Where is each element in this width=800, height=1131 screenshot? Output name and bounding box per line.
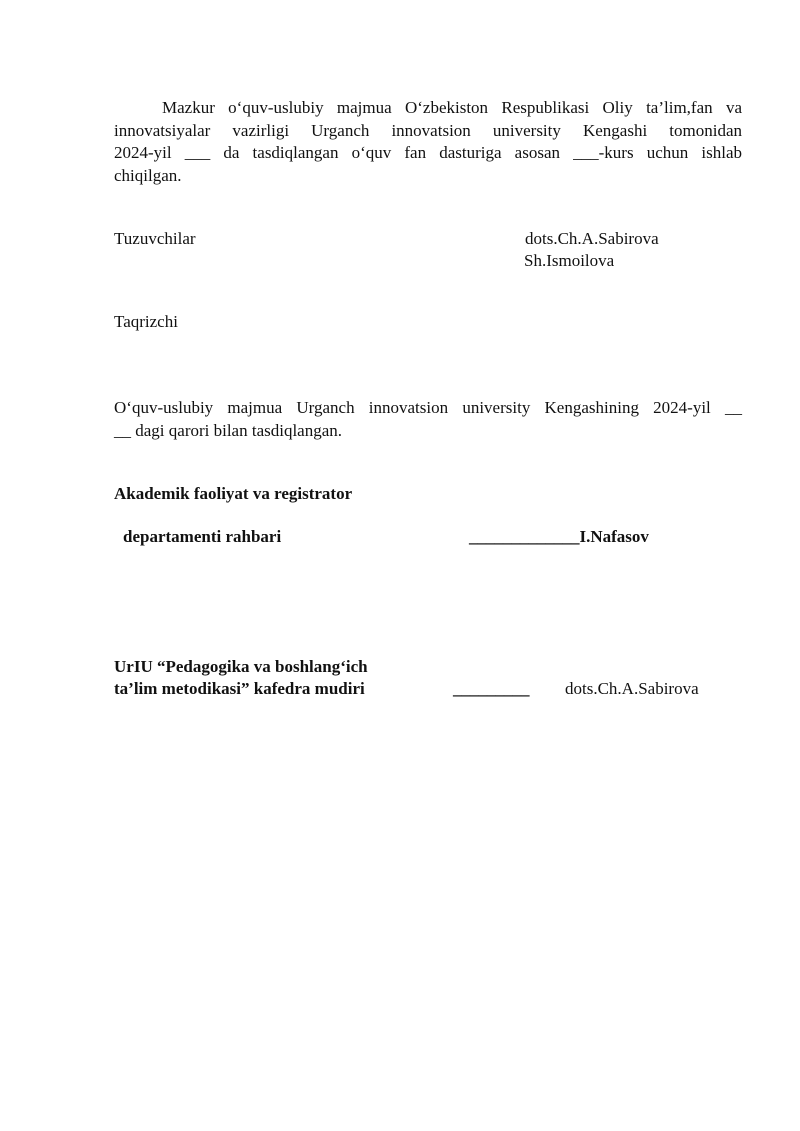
authors-label: Tuzuvchilar [114, 229, 196, 248]
intro-line-3: 2024-yil ___ da tasdiqlangan o‘quv fan dasturiga asosan ___-kurs uchun ishlab [114, 143, 742, 162]
approval-paragraph [114, 397, 742, 442]
approval-line-1: O‘quv-uslubiy majmua Urganch innovatsion university Kengashining 2024-yil __ [114, 398, 742, 417]
signatory1-title-line2: departamenti rahbari [123, 527, 282, 546]
approval-line-2: __ dagi qarori bilan tasdiqlangan. [114, 420, 343, 440]
intro-paragraph [114, 97, 742, 187]
intro-line-2: innovatsiyalar vazirligi Urganch innovatsion university Kengashi tomonidan [114, 120, 742, 140]
reviewer-label: Taqrizchi [114, 312, 178, 331]
signatory2-title-line1: UrIU “Pedagogika va boshlang‘ich [114, 657, 368, 676]
signatory2-title-line2: ta’lim metodikasi” kafedra mudiri [114, 679, 365, 698]
author-name-1: dots.Ch.A.Sabirova [525, 229, 659, 248]
signatory1-signature [469, 526, 649, 548]
intro-line-1: Mazkur o‘quv-uslubiy majmua O‘zbekiston Respublikasi Oliy ta’lim,fan va [162, 98, 742, 117]
author-name-2: Sh.Ismoilova [524, 251, 615, 270]
signatory2-name: dots.Ch.A.Sabirova [565, 679, 699, 698]
signatory1-title-line1: Akademik faoliyat va registrator [114, 484, 353, 503]
signatory1-name: I.Nafasov [579, 527, 649, 546]
intro-line-4: chiqilgan. [114, 165, 182, 185]
signatory1-signature-blank: _____________ [469, 527, 580, 546]
signatory2-signature-blank: _________ [453, 679, 530, 698]
